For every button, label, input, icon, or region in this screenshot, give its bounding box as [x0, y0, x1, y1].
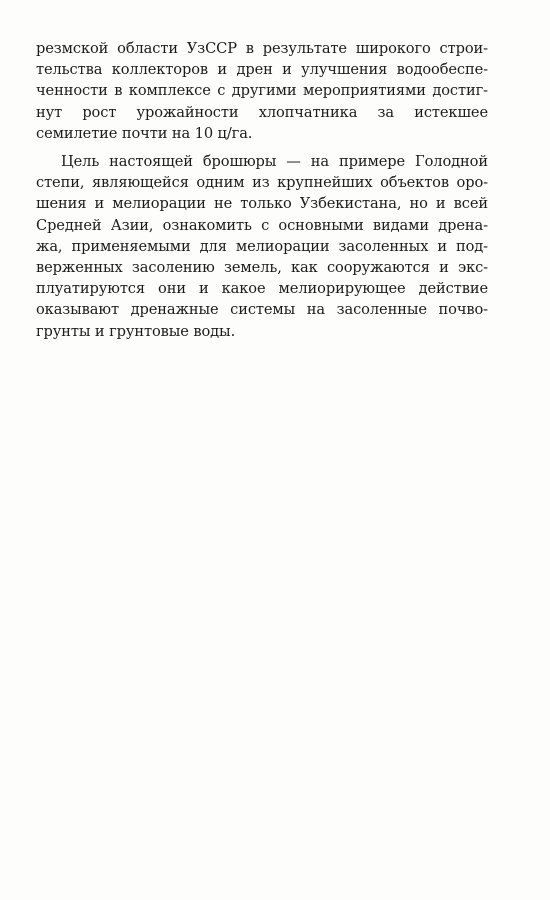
text-line: семилетие почти на 10 ц/га. [36, 124, 253, 142]
text-line: нут рост урожайности хлопчатника за истекшее [36, 103, 488, 121]
text-line: жа, применяемыми для мелиорации засоленных и под- [36, 237, 488, 255]
text-line: грунты и грунтовые воды. [36, 322, 236, 340]
text-line: ченности в комплексе с другими мероприятиями достиг- [36, 82, 488, 100]
text-line: оказывают дренажные системы на засоленные почво- [36, 301, 488, 319]
body-text [36, 38, 488, 342]
text-line: тельства коллекторов и дрен и улучшения водообеспе- [36, 61, 488, 79]
text-line: шения и мелиорации не только Узбекистана, но и всей [36, 195, 488, 213]
paragraph-gap [36, 144, 488, 151]
text-line: плуатируются они и какое мелиорирующее действие [36, 280, 488, 298]
paragraph-1 [36, 38, 488, 144]
text-line: Средней Азии, ознакомить с основными видами дрена- [36, 216, 488, 234]
text-line: верженных засолению земель, как сооружаются и экс- [36, 259, 488, 277]
text-line: резмской области УзССР в результате широкого строи- [36, 40, 488, 57]
text-line: Цель настоящей брошюры — на примере Голодной [61, 153, 488, 171]
text-line: степи, являющейся одним из крупнейших объектов оро- [36, 174, 488, 192]
paragraph-2 [36, 151, 488, 342]
